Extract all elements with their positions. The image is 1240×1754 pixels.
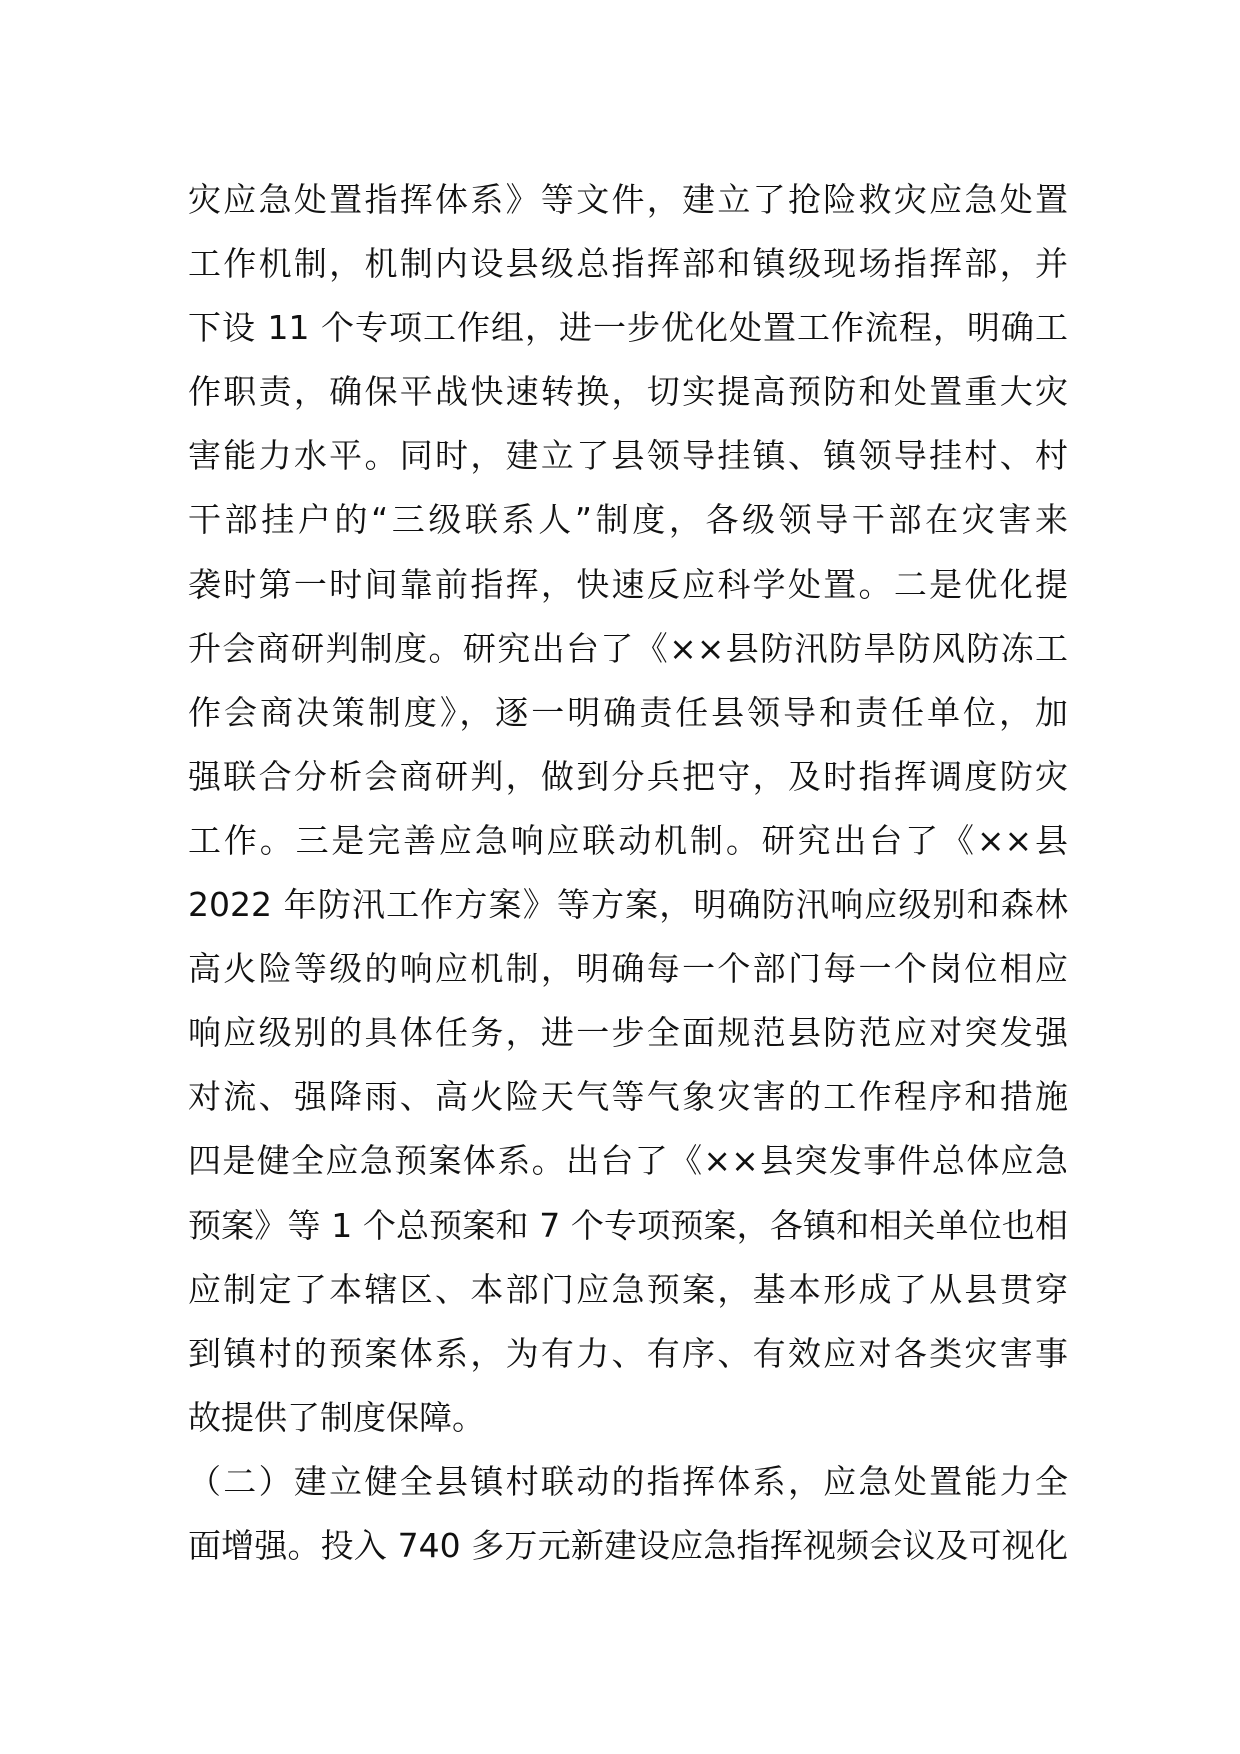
text-line-19: 到镇村的预案体系，为有力、有序、有效应对各类灾害事 [188, 1333, 1068, 1373]
text-line-1: 灾应急处置指挥体系》等文件，建立了抢险救灾应急处置 [188, 180, 1068, 219]
text-line-5: 害能力水平。同时，建立了县领导挂镇、镇领导挂村、村 [188, 436, 1068, 476]
body-text [188, 168, 1068, 1578]
text-line-14: 响应级别的具体任务，进一步全面规范县防范应对突发强 [188, 1013, 1068, 1053]
text-line-8: 升会商研判制度。研究出台了《××县防汛防旱防风防冻工 [188, 628, 1068, 668]
text-line-11: 工作。三是完善应急响应联动机制。研究出台了《××县 [188, 820, 1068, 860]
text-line-7: 袭时第一时间靠前指挥，快速反应科学处置。二是优化提 [188, 564, 1068, 604]
text-line-22: 面增强。投入 740 多万元新建设应急指挥视频会议及可视化 [188, 1525, 1068, 1565]
text-line-15: 对流、强降雨、高火险天气等气象灾害的工作程序和措施 [188, 1077, 1068, 1117]
text-line-10: 强联合分析会商研判，做到分兵把守，及时指挥调度防灾 [188, 756, 1068, 796]
text-line-12: 2022 年防汛工作方案》等方案，明确防汛响应级别和森林 [188, 885, 1068, 925]
text-line-20: 故提供了制度保障。 [188, 1397, 485, 1437]
section-heading-2: （二）建立健全县镇村联动的指挥体系，应急处置能力全 [188, 1461, 1068, 1501]
text-line-2: 工作机制，机制内设县级总指挥部和镇级现场指挥部，并 [188, 244, 1068, 284]
text-line-17: 预案》等 1 个总预案和 7 个专项预案，各镇和相关单位也相 [188, 1205, 1068, 1245]
text-line-13: 高火险等级的响应机制，明确每一个部门每一个岗位相应 [188, 949, 1068, 989]
text-line-18: 应制定了本辖区、本部门应急预案，基本形成了从县贯穿 [188, 1269, 1068, 1309]
text-line-9: 作会商决策制度》，逐一明确责任县领导和责任单位，加 [188, 692, 1068, 732]
text-line-4: 作职责，确保平战快速转换，切实提高预防和处置重大灾 [188, 372, 1068, 412]
text-line-3: 下设 11 个专项工作组，进一步优化处置工作流程，明确工 [188, 308, 1068, 348]
text-line-6: 干部挂户的“三级联系人”制度，各级领导干部在灾害来 [188, 500, 1068, 540]
text-line-16: 四是健全应急预案体系。出台了《××县突发事件总体应急 [188, 1141, 1068, 1181]
